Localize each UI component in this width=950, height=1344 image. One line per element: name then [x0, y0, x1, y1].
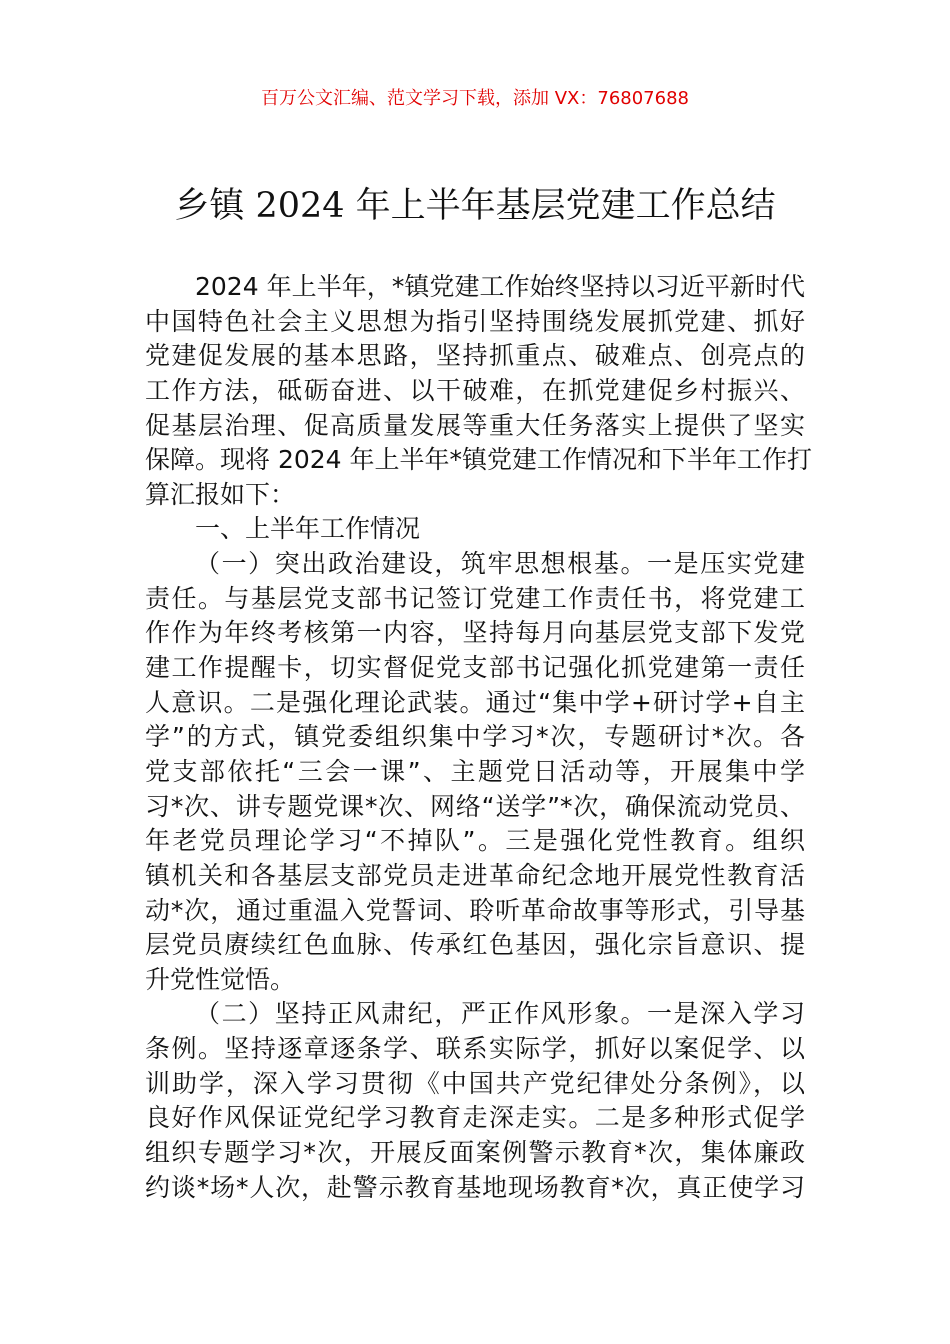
body-text-line: 一、上半年工作情况: [195, 514, 421, 544]
body-text-line: （二）坚持正风肃纪，严正作风形象。一是深入学习: [195, 999, 805, 1029]
body-text-line: 习*次、讲专题党课*次、网络“送学”*次，确保流动党员、: [145, 791, 805, 821]
body-text-line: 促基层治理、促高质量发展等重大任务落实上提供了坚实: [145, 410, 805, 440]
body-text-line: 党支部依托“三会一课”、主题党日活动等，开展集中学: [145, 756, 805, 786]
promo-header: 百万公文汇编、范文学习下载，添加 VX：76807688: [261, 88, 689, 109]
body-text-line: 训助学，深入学习贯彻《中国共产党纪律处分条例》，以: [145, 1068, 805, 1098]
body-text-line: （一）突出政治建设，筑牢思想根基。一是压实党建: [195, 549, 805, 579]
body-text-line: 升党性觉悟。: [145, 964, 296, 994]
body-text-line: 条例。坚持逐章逐条学、联系实际学，抓好以案促学、以: [145, 1034, 805, 1064]
body-text-line: 2024 年上半年，*镇党建工作始终坚持以习近平新时代: [195, 272, 805, 301]
body-text-line: 保障。现将 2024 年上半年*镇党建工作情况和下半年工作打: [145, 445, 813, 475]
body-text-line: 良好作风保证党纪学习教育走深走实。二是多种形式促学: [145, 1103, 805, 1133]
body-text-line: 镇机关和各基层支部党员走进革命纪念地开展党性教育活: [145, 860, 805, 890]
body-text-line: 动*次，通过重温入党誓词、聆听革命故事等形式，引导基: [145, 895, 805, 925]
body-text-line: 党建促发展的基本思路，坚持抓重点、破难点、创亮点的: [145, 341, 805, 371]
body-text-line: 建工作提醒卡，切实督促党支部书记强化抓党建第一责任: [145, 653, 805, 683]
body-text-line: 约谈*场*人次，赴警示教育基地现场教育*次，真正使学习: [145, 1172, 805, 1202]
body-text-line: 算汇报如下：: [145, 479, 296, 509]
body-text-line: 层党员赓续红色血脉、传承红色基因，强化宗旨意识、提: [145, 930, 805, 960]
body-text-line: 责任。与基层党支部书记签订党建工作责任书，将党建工: [145, 583, 805, 613]
document-body: [145, 270, 813, 1205]
body-text-line: 人意识。二是强化理论武装。通过“集中学+研讨学+自主: [145, 687, 805, 717]
body-text-line: 年老党员理论学习“不掉队”。三是强化党性教育。组织: [145, 826, 805, 856]
body-text-line: 中国特色社会主义思想为指引坚持围绕发展抓党建、抓好: [145, 306, 805, 336]
body-text-line: 组织专题学习*次，开展反面案例警示教育*次，集体廉政: [145, 1138, 805, 1168]
body-text-line: 学”的方式，镇党委组织集中学习*次，专题研讨*次。各: [145, 722, 805, 752]
body-text-line: 作作为年终考核第一内容，坚持每月向基层党支部下发党: [145, 618, 805, 648]
document-title: 乡镇 2024 年上半年基层党建工作总结: [174, 186, 776, 226]
body-text-line: 工作方法，砥砺奋进、以干破难，在抓党建促乡村振兴、: [145, 375, 805, 405]
